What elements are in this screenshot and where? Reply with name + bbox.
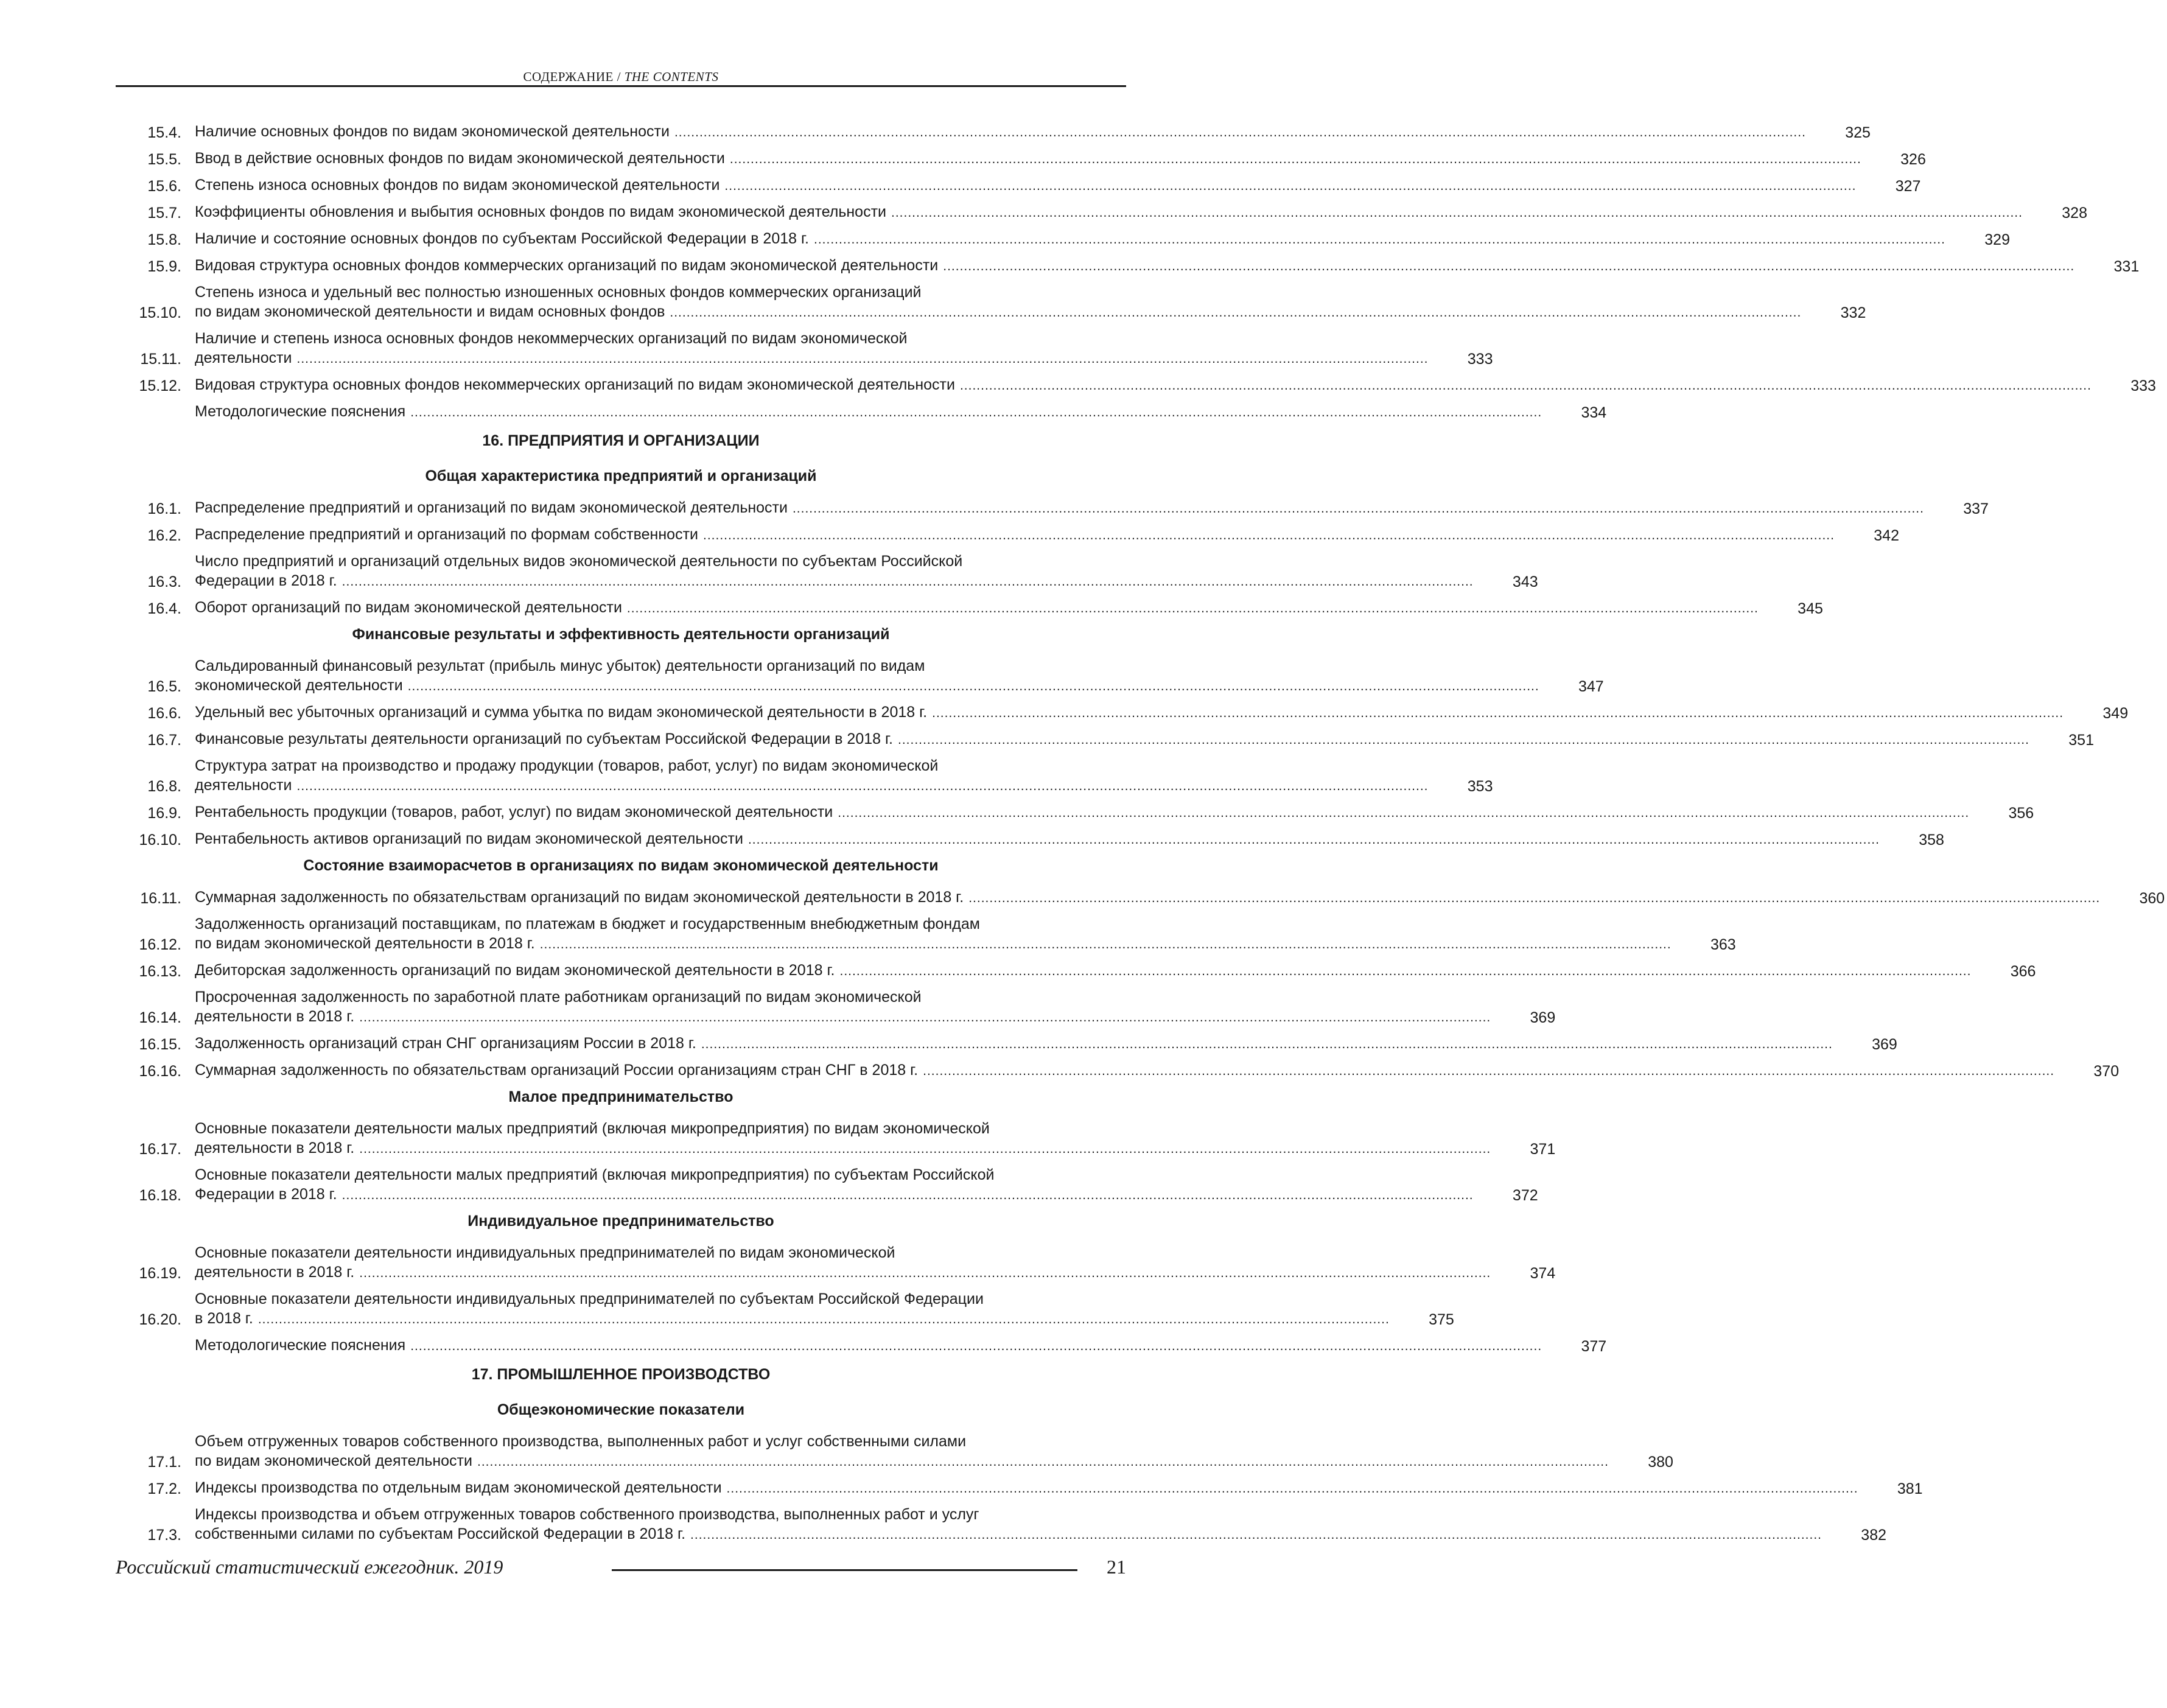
toc-entry-title xyxy=(195,498,1924,519)
toc-entry-number: 16.6. xyxy=(147,705,181,722)
toc-entry-title xyxy=(195,887,2100,908)
toc-entry-number: 15.12. xyxy=(139,377,181,394)
dot-leader xyxy=(674,123,1806,142)
toc-entry-page: 325 xyxy=(1845,124,1871,141)
toc-entry-title-line xyxy=(195,1262,1491,1283)
toc-entry[interactable] xyxy=(116,1243,1556,1283)
toc-entry-number: 17.2. xyxy=(147,1480,181,1497)
toc-entry-page: 381 xyxy=(1897,1480,1923,1497)
toc-entry-number: 16.7. xyxy=(147,732,181,749)
footer-page-number: 21 xyxy=(1107,1556,1126,1578)
toc-entry-title-text: Индексы производства по отдельным видам экономической деятельности xyxy=(195,1479,722,1496)
toc-entry-page: 377 xyxy=(1581,1338,1607,1355)
dot-leader xyxy=(891,203,2023,223)
dot-leader xyxy=(968,889,2100,908)
toc-entry-title xyxy=(195,256,2074,276)
toc-entry-title-line: Основные показатели деятельности малых предприятий (включая микропредприятия) по субъектам Российской xyxy=(195,1166,995,1183)
toc-entry-title-line xyxy=(195,402,1542,422)
dot-leader xyxy=(408,677,1539,696)
toc-entry-number: 15.7. xyxy=(147,205,181,222)
toc-entry-title-line xyxy=(195,256,2074,276)
chapter-heading: 16. ПРЕДПРИЯТИЯ И ОРГАНИЗАЦИИ xyxy=(482,432,760,449)
toc-entry-title-line xyxy=(195,1478,1858,1499)
toc-entry-title-line xyxy=(195,729,2029,750)
toc-entry-title-line xyxy=(195,829,1880,850)
toc-entry-title xyxy=(195,1478,1858,1499)
toc-entry-title-text: Рентабельность продукции (товаров, работ, услуг) по видам экономической деятельности xyxy=(195,803,833,821)
toc-entry[interactable] xyxy=(116,551,1538,592)
toc-entry-title xyxy=(195,1119,1491,1159)
toc-entry[interactable] xyxy=(116,402,1607,422)
subsection-heading: Общая характеристика предприятий и организаций xyxy=(425,467,817,485)
subsection-heading: Малое предпринимательство xyxy=(508,1088,733,1105)
toc-entry-title-text: по видам экономической деятельности xyxy=(195,1452,472,1469)
dot-leader xyxy=(690,1525,1822,1545)
toc-entry-page: 374 xyxy=(1530,1265,1556,1282)
dot-leader xyxy=(898,730,2029,750)
dot-leader xyxy=(724,177,1856,196)
toc-entry-title-line: Задолженность организаций поставщикам, по платежам в бюджет и государственным внебюджетным фондам xyxy=(195,915,980,933)
toc-entry-title-line: Объем отгруженных товаров собственного производства, выполненных работ и услуг собственными силами xyxy=(195,1433,967,1450)
toc-entry-title-line: Основные показатели деятельности индивидуальных предпринимателей по видам экономической xyxy=(195,1244,895,1261)
toc-entry-title xyxy=(195,122,1806,142)
toc-entry[interactable] xyxy=(116,375,2156,396)
toc-entry[interactable] xyxy=(116,987,1556,1027)
toc-entry-number: 16.4. xyxy=(147,600,181,617)
toc-entry-title-text: Федерации в 2018 г. xyxy=(195,1186,337,1203)
toc-entry-title xyxy=(195,149,1861,169)
running-header xyxy=(116,69,1126,85)
toc-entry-page: 342 xyxy=(1874,527,1899,544)
toc-entry-number: 16.18. xyxy=(139,1187,181,1204)
toc-entry[interactable] xyxy=(116,1335,1607,1356)
toc-entry-title-text: по видам экономической деятельности в 2018 г. xyxy=(195,935,535,952)
toc-entry[interactable] xyxy=(116,1289,1454,1329)
toc-entry-title-text: экономической деятельности xyxy=(195,677,403,694)
running-header-en: THE CONTENTS xyxy=(624,69,719,84)
toc-entry-title-line: Просроченная задолженность по заработной плате работникам организаций по видам экономической xyxy=(195,989,922,1006)
toc-entry-title xyxy=(195,729,2029,750)
toc-entry-number: 16.16. xyxy=(139,1063,181,1080)
toc-entry-title xyxy=(195,175,1856,196)
toc-entry-title-line: Основные показатели деятельности индивидуальных предпринимателей по субъектам Российской Федерации xyxy=(195,1290,984,1307)
toc-entry-title xyxy=(195,329,1429,369)
toc-entry-title xyxy=(195,829,1880,850)
toc-entry-title-line: Структура затрат на производство и продажу продукции (товаров, работ, услуг) по видам экономической xyxy=(195,757,939,774)
toc-entry-page: 349 xyxy=(2102,705,2129,722)
dot-leader xyxy=(701,1035,1833,1054)
toc-entry-title xyxy=(195,1243,1491,1283)
toc-entry-title-line xyxy=(195,1007,1491,1027)
toc-entry-title-text: Суммарная задолженность по обязательствам организаций по видам экономической деятельности в 2018 г. xyxy=(195,889,964,906)
toc-entry-title-text: Оборот организаций по видам экономической деятельности xyxy=(195,599,622,616)
dot-leader xyxy=(410,403,1542,422)
toc-entry-title xyxy=(195,1505,1822,1545)
toc-entry[interactable] xyxy=(116,282,1866,323)
dot-leader xyxy=(359,1139,1491,1159)
toc-entry-page: 333 xyxy=(2130,377,2156,394)
toc-entry-number: 15.9. xyxy=(147,258,181,275)
toc-entry-title-line xyxy=(195,571,1474,592)
dot-leader xyxy=(359,1264,1491,1283)
toc-entry-page: 331 xyxy=(2113,258,2140,275)
toc-entry-number: 15.8. xyxy=(147,231,181,248)
dot-leader xyxy=(703,526,1835,545)
toc-entry-page: 353 xyxy=(1467,778,1493,795)
toc-entry-title xyxy=(195,656,1539,696)
toc-entry-number: 16.19. xyxy=(139,1265,181,1282)
toc-entry-title-text: Дебиторская задолженность организаций по видам экономической деятельности в 2018 г. xyxy=(195,962,835,979)
toc-entry-title-line xyxy=(195,1335,1542,1356)
toc-entry-title-line xyxy=(195,175,1856,196)
toc-entry-title-line xyxy=(195,598,1759,618)
toc-entry-title-text: Методологические пояснения xyxy=(195,403,406,420)
toc-entry-title-text: Удельный вес убыточных организаций и сумма убытка по видам экономической деятельности в 2018 г. xyxy=(195,704,928,721)
toc-entry-title-line xyxy=(195,202,2023,223)
toc-entry-title-text: Финансовые результаты деятельности организаций по субъектам Российской Федерации в 2018 г. xyxy=(195,730,893,747)
toc-entry-page: 328 xyxy=(2062,205,2087,222)
dot-leader xyxy=(297,777,1429,796)
dot-leader xyxy=(748,830,1880,850)
toc-entry-title xyxy=(195,802,1969,823)
toc-entry[interactable] xyxy=(116,914,1736,954)
toc-entry-number: 15.4. xyxy=(147,124,181,141)
toc-entry-page: 343 xyxy=(1512,573,1538,590)
toc-entry-title-text: Распределение предприятий и организаций по формам собственности xyxy=(195,526,698,543)
toc-entry-page: 329 xyxy=(1984,231,2010,248)
toc-entry[interactable] xyxy=(116,1505,1887,1545)
toc-entry-title-text: Задолженность организаций стран СНГ организациям России в 2018 г. xyxy=(195,1035,696,1052)
dot-leader xyxy=(923,1062,2054,1081)
toc-entry-title-line: Индексы производства и объем отгруженных товаров собственного производства, выполненных работ и услуг xyxy=(195,1506,979,1523)
toc-entry-number: 16.12. xyxy=(139,936,181,953)
toc-entry-number: 16.20. xyxy=(139,1311,181,1328)
toc-entry-number: 16.1. xyxy=(147,500,181,517)
toc-entry-number: 16.17. xyxy=(139,1141,181,1158)
toc-entry-page: 369 xyxy=(1530,1009,1556,1026)
subsection-heading: Состояние взаиморасчетов в организациях по видам экономической деятельности xyxy=(303,857,939,874)
toc-entry-title-text: деятельности xyxy=(195,777,292,794)
dot-leader xyxy=(838,803,1969,823)
toc-entry-title xyxy=(195,914,1672,954)
toc-entry-page: 333 xyxy=(1467,351,1493,368)
header-rule xyxy=(116,85,1126,87)
toc-entry-number: 17.1. xyxy=(147,1454,181,1471)
toc-entry-title-line xyxy=(195,229,1945,250)
toc-entry-title-line: Наличие и степень износа основных фондов некоммерческих организаций по видам экономической xyxy=(195,330,908,347)
toc-entry-title-text: Наличие основных фондов по видам экономической деятельности xyxy=(195,123,670,140)
toc-entry-title-text: Федерации в 2018 г. xyxy=(195,572,337,589)
toc-entry[interactable] xyxy=(116,1165,1538,1205)
toc-entry-number: 16.13. xyxy=(139,963,181,980)
toc-entry-page: 382 xyxy=(1861,1527,1887,1544)
toc-entry[interactable] xyxy=(116,656,1604,696)
toc-entry[interactable] xyxy=(116,756,1493,796)
toc-entry-page: 356 xyxy=(2008,805,2034,822)
footer-rule xyxy=(612,1569,1077,1571)
toc-entry-title-text: собственными силами по субъектам Российской Федерации в 2018 г. xyxy=(195,1525,686,1542)
toc-entry-title-line xyxy=(195,1138,1491,1159)
toc-entry-title xyxy=(195,1060,2054,1081)
toc-entry-page: 375 xyxy=(1429,1311,1454,1328)
dot-leader xyxy=(793,499,1924,519)
toc-entry-title xyxy=(195,756,1429,796)
toc-entry-page: 327 xyxy=(1895,178,1921,195)
toc-entry-number: 16.10. xyxy=(139,831,181,849)
toc-entry-title-line xyxy=(195,1034,1833,1054)
toc-entry-page: 332 xyxy=(1840,304,1866,321)
toc-entry-number: 16.11. xyxy=(140,890,181,907)
toc-entry-title-line xyxy=(195,1524,1822,1545)
dot-leader xyxy=(943,257,2074,276)
toc-entry-title-line xyxy=(195,498,1924,519)
toc-entry[interactable] xyxy=(116,1060,2120,1081)
toc-entry-page: 347 xyxy=(1578,678,1604,695)
toc-entry[interactable] xyxy=(116,729,2094,750)
toc-entry-title-text: деятельности в 2018 г. xyxy=(195,1139,355,1157)
toc-entry-title xyxy=(195,1432,1609,1472)
toc-entry-page: 363 xyxy=(1710,936,1736,953)
subsection-heading: Финансовые результаты и эффективность деятельности организаций xyxy=(352,626,890,643)
dot-leader xyxy=(627,599,1759,618)
toc-entry-title-text: Наличие и состояние основных фондов по субъектам Российской Федерации в 2018 г. xyxy=(195,230,809,247)
toc-entry-page: 372 xyxy=(1512,1187,1538,1204)
toc-entry[interactable] xyxy=(116,122,1871,142)
toc-entry-title-text: Видовая структура основных фондов коммерческих организаций по видам экономической деятельности xyxy=(195,257,939,274)
toc-entry[interactable] xyxy=(116,1034,1897,1054)
toc-entry-number: 16.14. xyxy=(139,1009,181,1026)
toc-entry-title-text: по видам экономической деятельности и видам основных фондов xyxy=(195,303,665,320)
toc-entry[interactable] xyxy=(116,202,2087,223)
toc-entry-title-text: Рентабельность активов организаций по видам экономической деятельности xyxy=(195,830,743,847)
toc-entry-title-line: Степень износа и удельный вес полностью изношенных основных фондов коммерческих организаций xyxy=(195,284,922,301)
dot-leader xyxy=(814,230,1945,250)
toc-entry-page: 380 xyxy=(1648,1454,1673,1471)
toc-entry[interactable] xyxy=(116,702,2129,723)
toc-entry-page: 334 xyxy=(1581,404,1607,421)
toc-entry-title-line xyxy=(195,122,1806,142)
toc-entry-title-text: деятельности в 2018 г. xyxy=(195,1264,355,1281)
toc-entry-page: 360 xyxy=(2139,890,2165,907)
toc-entry-title-text: Видовая структура основных фондов некоммерческих организаций по видам экономической деятельности xyxy=(195,376,955,393)
toc-entry-title-line xyxy=(195,348,1429,369)
toc-entry-title-line xyxy=(195,934,1672,954)
toc-entry-title xyxy=(195,1165,1474,1205)
toc-entry-title-text: Суммарная задолженность по обязательствам организаций России организациям стран СНГ в 2018 г. xyxy=(195,1062,919,1079)
toc-entry[interactable] xyxy=(116,498,1989,519)
dot-leader xyxy=(727,1479,1858,1499)
table-of-contents xyxy=(116,122,2165,1551)
toc-entry-title-text: деятельности xyxy=(195,349,292,366)
toc-entry-title xyxy=(195,702,2064,723)
dot-leader xyxy=(932,704,2064,723)
dot-leader xyxy=(477,1452,1609,1472)
toc-entry[interactable] xyxy=(116,1478,1923,1499)
dot-leader xyxy=(410,1337,1542,1356)
toc-entry-title xyxy=(195,375,2092,396)
toc-entry-page: 358 xyxy=(1919,831,1944,849)
subsection-heading: Общеэкономические показатели xyxy=(497,1401,745,1418)
toc-entry-number: 16.8. xyxy=(147,778,181,795)
toc-entry-title xyxy=(195,402,1542,422)
toc-entry-number: 16.15. xyxy=(139,1036,181,1053)
toc-entry-title xyxy=(195,1335,1542,1356)
toc-entry-page: 326 xyxy=(1900,151,1926,168)
toc-entry-number: 16.9. xyxy=(147,805,181,822)
toc-entry-title xyxy=(195,961,1971,981)
toc-entry-page: 351 xyxy=(2068,732,2094,749)
toc-entry-number: 15.5. xyxy=(147,151,181,168)
toc-entry-number: 16.3. xyxy=(147,573,181,590)
running-header-ru: СОДЕРЖАНИЕ / xyxy=(523,69,625,84)
toc-entry-page: 370 xyxy=(2093,1063,2120,1080)
toc-entry-number: 16.5. xyxy=(147,678,181,695)
dot-leader xyxy=(342,572,1474,592)
toc-entry[interactable] xyxy=(116,149,1926,169)
toc-entry-title-text: Методологические пояснения xyxy=(195,1337,406,1354)
dot-leader xyxy=(359,1008,1491,1027)
dot-leader xyxy=(297,349,1429,369)
toc-entry-title-line: Сальдированный финансовый результат (прибыль минус убыток) деятельности организаций по видам xyxy=(195,657,925,674)
toc-entry-title-line xyxy=(195,302,1801,323)
dot-leader xyxy=(342,1186,1474,1205)
dot-leader xyxy=(839,962,1971,981)
toc-entry-title-text: Ввод в действие основных фондов по видам экономической деятельности xyxy=(195,150,725,167)
toc-entry[interactable] xyxy=(116,1119,1556,1159)
toc-entry-title-line xyxy=(195,775,1429,796)
toc-entry-title-line xyxy=(195,802,1969,823)
toc-entry-title-text: Степень износа основных фондов по видам экономической деятельности xyxy=(195,177,720,194)
toc-entry[interactable] xyxy=(116,802,2034,823)
toc-entry-title xyxy=(195,229,1945,250)
toc-entry-title-line xyxy=(195,887,2100,908)
toc-entry[interactable] xyxy=(116,829,1944,850)
toc-entry[interactable] xyxy=(116,175,1921,196)
toc-entry[interactable] xyxy=(116,256,2140,276)
toc-entry-page: 345 xyxy=(1798,600,1823,617)
toc-entry-title-line xyxy=(195,1185,1474,1205)
toc-entry[interactable] xyxy=(116,961,2036,981)
toc-entry-title xyxy=(195,987,1491,1027)
toc-entry-title xyxy=(195,598,1759,618)
toc-entry-number: 15.10. xyxy=(139,304,181,321)
toc-entry-title xyxy=(195,551,1474,592)
toc-entry-page: 366 xyxy=(2010,963,2036,980)
toc-entry-page: 371 xyxy=(1530,1141,1556,1158)
toc-entry-title-line xyxy=(195,961,1971,981)
toc-entry[interactable] xyxy=(116,1432,1673,1472)
toc-entry[interactable] xyxy=(116,525,1899,545)
toc-entry-title-line: Число предприятий и организаций отдельных видов экономической деятельности по субъектам Российской xyxy=(195,553,963,570)
toc-entry-title-line xyxy=(195,702,2064,723)
toc-entry-title-line xyxy=(195,1451,1609,1472)
toc-entry-number: 17.3. xyxy=(147,1527,181,1544)
subsection-heading: Индивидуальное предпринимательство xyxy=(467,1213,774,1230)
toc-entry-title-line xyxy=(195,149,1861,169)
toc-entry[interactable] xyxy=(116,598,1823,618)
toc-entry[interactable] xyxy=(116,329,1493,369)
dot-leader xyxy=(670,303,1801,323)
footer-publication-title: Российский статистический ежегодник. 2019 xyxy=(116,1556,503,1578)
toc-entry-title-line xyxy=(195,375,2092,396)
toc-entry-title-line xyxy=(195,676,1539,696)
dot-leader xyxy=(258,1310,1390,1329)
toc-entry-title-line xyxy=(195,1060,2054,1081)
dot-leader xyxy=(960,376,2092,396)
toc-entry-number: 15.11. xyxy=(140,351,181,368)
dot-leader xyxy=(730,150,1861,169)
toc-entry-title-line: Основные показатели деятельности малых предприятий (включая микропредприятия) по видам экономической xyxy=(195,1120,990,1137)
toc-entry-number: 15.6. xyxy=(147,178,181,195)
toc-entry-number: 16.2. xyxy=(147,527,181,544)
toc-entry[interactable] xyxy=(116,229,2010,250)
dot-leader xyxy=(540,935,1672,954)
toc-entry-title xyxy=(195,282,1801,323)
toc-entry-title-line xyxy=(195,525,1835,545)
toc-entry-title-line xyxy=(195,1309,1390,1329)
toc-entry-page: 337 xyxy=(1963,500,1989,517)
toc-entry-title-text: в 2018 г. xyxy=(195,1310,253,1327)
toc-entry-page: 369 xyxy=(1872,1036,1897,1053)
toc-entry-title-text: Распределение предприятий и организаций по видам экономической деятельности xyxy=(195,499,788,516)
toc-entry-title xyxy=(195,202,2023,223)
toc-entry-title xyxy=(195,1034,1833,1054)
chapter-heading: 17. ПРОМЫШЛЕННОЕ ПРОИЗВОДСТВО xyxy=(471,1366,771,1383)
toc-entry-title-text: Коэффициенты обновления и выбытия основных фондов по видам экономической деятельности xyxy=(195,203,886,220)
toc-entry-title xyxy=(195,525,1835,545)
toc-entry-title-text: деятельности в 2018 г. xyxy=(195,1008,355,1025)
toc-entry[interactable] xyxy=(116,887,2165,908)
toc-entry-title xyxy=(195,1289,1390,1329)
